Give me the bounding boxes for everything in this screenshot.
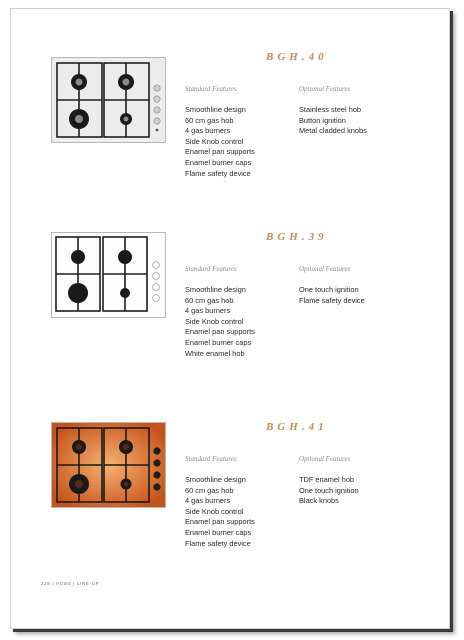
- model-name: BGH.40: [266, 51, 328, 63]
- feature-item: Smoothline design: [185, 105, 246, 114]
- standard-features-title: Standard Features: [185, 455, 237, 463]
- feature-item: Stainless steel hob: [299, 105, 362, 114]
- feature-item: 4 gas burners: [185, 306, 231, 316]
- feature-item: Smoothline design: [185, 285, 246, 294]
- feature-item: Side Knob control: [185, 506, 244, 516]
- hob-illustration: [52, 233, 165, 317]
- feature-item: TDF enamel hob: [299, 475, 355, 484]
- feature-item: 60 cm gas hob: [185, 485, 234, 495]
- hob-illustration: [52, 58, 165, 142]
- feature-item: Enamel burner caps: [185, 337, 252, 347]
- catalog-page: [10, 8, 450, 629]
- standard-features-list: [185, 105, 255, 179]
- feature-item: One touch ignition: [299, 285, 359, 294]
- page-footer: 228 | HOBS | LINE-UP: [41, 581, 100, 586]
- feature-item: Enamel pan supports: [185, 147, 255, 157]
- feature-item: Flame safety device: [185, 168, 251, 178]
- product-bgh40: [11, 49, 449, 199]
- feature-item: Side Knob control: [185, 316, 244, 326]
- product-image-bgh39: [51, 232, 166, 318]
- feature-item: 60 cm gas hob: [185, 295, 234, 305]
- feature-item: 4 gas burners: [185, 496, 231, 506]
- product-image-bgh41: [51, 422, 166, 508]
- feature-item: Enamel burner caps: [185, 527, 252, 537]
- feature-item: Button ignition: [299, 115, 346, 125]
- optional-features-title: Optional Features: [299, 85, 351, 93]
- feature-item: Flame safety device: [185, 538, 251, 548]
- standard-features-list: [185, 285, 255, 359]
- standard-features-title: Standard Features: [185, 85, 237, 93]
- optional-features-list: [299, 285, 365, 306]
- feature-item: Enamel pan supports: [185, 327, 255, 337]
- feature-item: One touch ignition: [299, 485, 359, 495]
- product-bgh41: [11, 419, 449, 569]
- hob-illustration: [52, 423, 165, 507]
- model-name: BGH.41: [266, 421, 328, 433]
- model-name: BGH.39: [266, 231, 328, 243]
- product-image-bgh40: [51, 57, 166, 143]
- feature-item: Enamel burner caps: [185, 157, 252, 167]
- feature-item: Smoothline design: [185, 475, 246, 484]
- product-bgh39: [11, 229, 449, 379]
- feature-item: Enamel pan supports: [185, 517, 255, 527]
- standard-features-title: Standard Features: [185, 265, 237, 273]
- feature-item: 4 gas burners: [185, 126, 231, 136]
- feature-item: White enamel hob: [185, 348, 245, 358]
- optional-features-title: Optional Features: [299, 455, 351, 463]
- feature-item: Black knobs: [299, 496, 339, 506]
- feature-item: 60 cm gas hob: [185, 115, 234, 125]
- feature-item: Metal cladded knobs: [299, 126, 367, 136]
- optional-features-title: Optional Features: [299, 265, 351, 273]
- feature-item: Flame safety device: [299, 295, 365, 305]
- optional-features-list: [299, 475, 359, 507]
- optional-features-list: [299, 105, 367, 137]
- feature-item: Side Knob control: [185, 136, 244, 146]
- standard-features-list: [185, 475, 255, 549]
